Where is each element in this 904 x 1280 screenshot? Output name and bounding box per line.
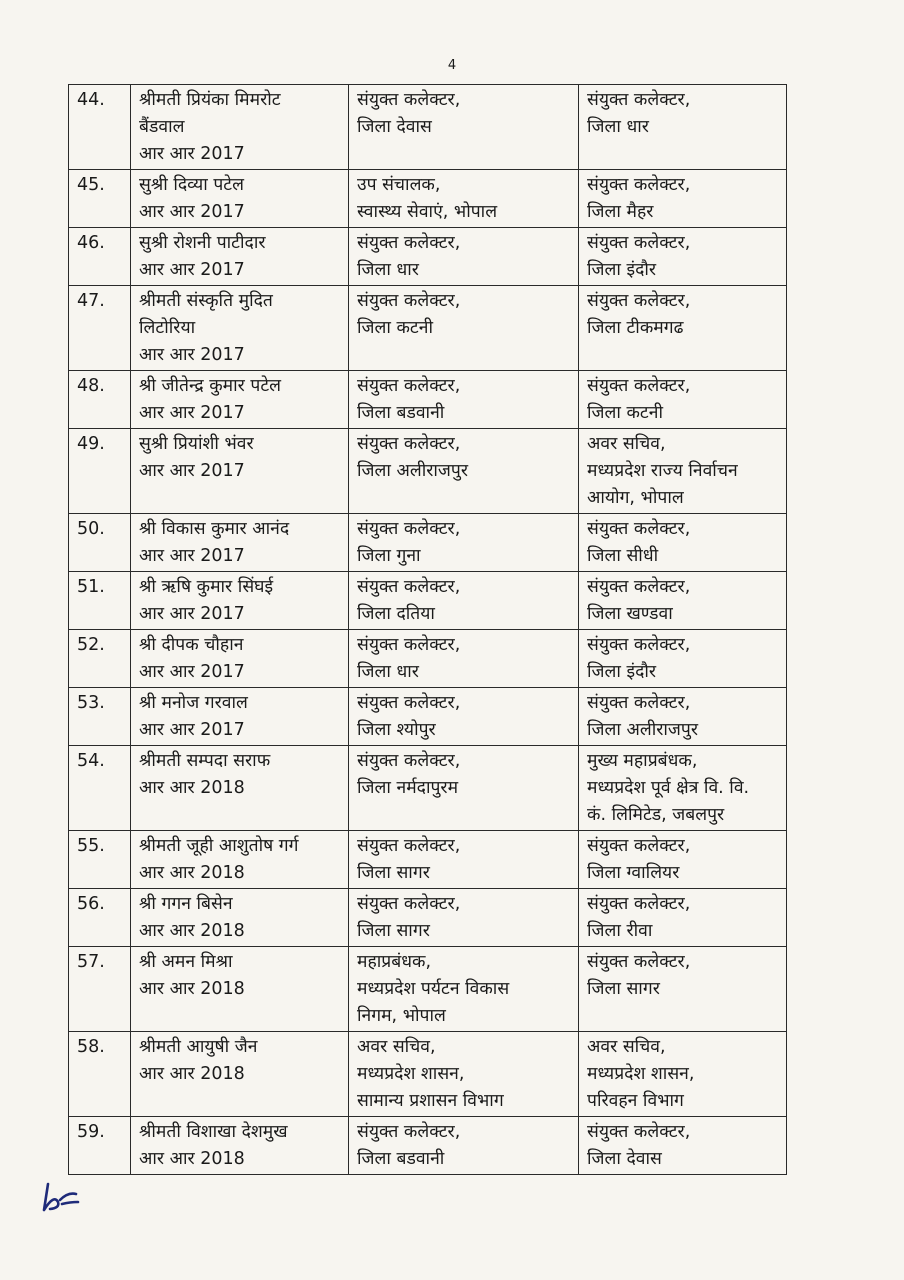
current-posting-cell	[349, 170, 579, 228]
cell-line: परिवहन विभाग	[587, 1091, 684, 1111]
table-row	[69, 228, 787, 286]
cell-line: जिला मैहर	[587, 202, 654, 222]
cell-line: जिला गुना	[357, 546, 421, 566]
cell-line: आर आर 2018	[139, 863, 245, 883]
officer-name-cell	[131, 1032, 349, 1117]
cell-line: संयुक्त कलेक्टर,	[587, 894, 691, 914]
cell-line: निगम, भोपाल	[357, 1006, 446, 1026]
new-posting-cell	[579, 947, 787, 1032]
serial-number-cell: 47.	[69, 286, 131, 371]
cell-line: संयुक्त कलेक्टर,	[587, 836, 691, 856]
serial-number-cell: 44.	[69, 85, 131, 170]
current-posting-cell	[349, 286, 579, 371]
new-posting-cell	[579, 572, 787, 630]
serial-number-cell: 45.	[69, 170, 131, 228]
new-posting-cell	[579, 831, 787, 889]
officer-name-cell	[131, 630, 349, 688]
officer-name-cell	[131, 947, 349, 1032]
serial-number-cell: 54.	[69, 746, 131, 831]
cell-line: श्री गगन बिसेन	[139, 894, 233, 914]
cell-line: मध्यप्रदेश शासन,	[357, 1064, 465, 1084]
cell-line: मध्यप्रदेश पूर्व क्षेत्र वि. वि.	[587, 778, 750, 798]
serial-number-cell: 55.	[69, 831, 131, 889]
cell-line: आर आर 2017	[139, 202, 245, 222]
cell-line: आर आर 2017	[139, 461, 245, 481]
officer-name-cell	[131, 286, 349, 371]
cell-line: संयुक्त कलेक्टर,	[357, 836, 461, 856]
serial-number-cell: 58.	[69, 1032, 131, 1117]
officer-name-cell	[131, 85, 349, 170]
cell-line: श्री जीतेन्द्र कुमार पटेल	[139, 376, 282, 396]
cell-line: जिला धार	[357, 260, 419, 280]
cell-line: जिला सागर	[357, 863, 430, 883]
cell-line: जिला सागर	[587, 979, 660, 999]
cell-line: संयुक्त कलेक्टर,	[357, 635, 461, 655]
new-posting-cell	[579, 514, 787, 572]
cell-line: लिटोरिया	[139, 318, 196, 338]
cell-line: स्वास्थ्य सेवाएं, भोपाल	[357, 202, 498, 222]
cell-line: मध्यप्रदेश शासन,	[587, 1064, 695, 1084]
cell-line: जिला खण्डवा	[587, 604, 673, 624]
cell-line: आर आर 2018	[139, 979, 245, 999]
current-posting-cell	[349, 1032, 579, 1117]
current-posting-cell	[349, 630, 579, 688]
cell-line: जिला रीवा	[587, 921, 653, 941]
cell-line: आर आर 2017	[139, 144, 245, 164]
current-posting-cell	[349, 1117, 579, 1175]
new-posting-cell	[579, 688, 787, 746]
table-row	[69, 831, 787, 889]
officer-name-cell	[131, 371, 349, 429]
current-posting-cell	[349, 831, 579, 889]
cell-line: संयुक्त कलेक्टर,	[587, 693, 691, 713]
cell-line: सुश्री प्रियांशी भंवर	[139, 434, 254, 454]
cell-line: संयुक्त कलेक्टर,	[357, 519, 461, 539]
officer-name-cell	[131, 746, 349, 831]
cell-line: जिला इंदौर	[587, 260, 657, 280]
officer-name-cell	[131, 572, 349, 630]
cell-line: संयुक्त कलेक्टर,	[357, 233, 461, 253]
cell-line: जिला बडवानी	[357, 403, 445, 423]
current-posting-cell	[349, 371, 579, 429]
table-row	[69, 688, 787, 746]
cell-line: जिला ग्वालियर	[587, 863, 680, 883]
cell-line: जिला नर्मदापुरम	[357, 778, 459, 798]
table-row	[69, 1117, 787, 1175]
cell-line: आर आर 2018	[139, 778, 245, 798]
new-posting-cell	[579, 630, 787, 688]
cell-line: संयुक्त कलेक्टर,	[357, 751, 461, 771]
cell-line: संयुक्त कलेक्टर,	[587, 519, 691, 539]
cell-line: संयुक्त कलेक्टर,	[357, 291, 461, 311]
cell-line: जिला अलीराजपुर	[357, 461, 469, 481]
new-posting-cell	[579, 286, 787, 371]
cell-line: आयोग, भोपाल	[587, 488, 684, 508]
cell-line: संयुक्त कलेक्टर,	[357, 693, 461, 713]
cell-line: सुश्री दिव्या पटेल	[139, 175, 244, 195]
cell-line: जिला इंदौर	[587, 662, 657, 682]
cell-line: आर आर 2018	[139, 921, 245, 941]
cell-line: श्री मनोज गरवाल	[139, 693, 248, 713]
cell-line: अवर सचिव,	[587, 434, 666, 454]
new-posting-cell	[579, 889, 787, 947]
cell-line: बैंडवाल	[139, 117, 185, 137]
cell-line: संयुक्त कलेक्टर,	[587, 1122, 691, 1142]
serial-number-cell: 53.	[69, 688, 131, 746]
cell-line: संयुक्त कलेक्टर,	[587, 175, 691, 195]
cell-line: संयुक्त कलेक्टर,	[357, 1122, 461, 1142]
cell-line: जिला अलीराजपुर	[587, 720, 699, 740]
current-posting-cell	[349, 429, 579, 514]
officer-name-cell	[131, 228, 349, 286]
cell-line: आर आर 2017	[139, 720, 245, 740]
cell-line: संयुक्त कलेक्टर,	[587, 635, 691, 655]
cell-line: संयुक्त कलेक्टर,	[587, 233, 691, 253]
initials-signature	[40, 1180, 84, 1214]
new-posting-cell	[579, 1032, 787, 1117]
table-row	[69, 889, 787, 947]
new-posting-cell	[579, 429, 787, 514]
officer-name-cell	[131, 889, 349, 947]
serial-number-cell: 59.	[69, 1117, 131, 1175]
cell-line: संयुक्त कलेक्टर,	[587, 376, 691, 396]
officer-name-cell	[131, 688, 349, 746]
page-number: 4	[447, 58, 457, 73]
cell-line: जिला देवास	[587, 1149, 662, 1169]
cell-line: महाप्रबंधक,	[357, 952, 432, 972]
cell-line: श्री विकास कुमार आनंद	[139, 519, 290, 539]
cell-line: श्रीमती सम्पदा सराफ	[139, 751, 271, 771]
cell-line: जिला बडवानी	[357, 1149, 445, 1169]
table-row	[69, 746, 787, 831]
cell-line: जिला धार	[357, 662, 419, 682]
cell-line: मुख्य महाप्रबंधक,	[587, 751, 698, 771]
serial-number-cell: 57.	[69, 947, 131, 1032]
cell-line: मध्यप्रदेश राज्य निर्वाचन	[587, 461, 738, 481]
cell-line: श्री दीपक चौहान	[139, 635, 244, 655]
current-posting-cell	[349, 947, 579, 1032]
cell-line: अवर सचिव,	[357, 1037, 436, 1057]
cell-line: जिला सागर	[357, 921, 430, 941]
cell-line: जिला देवास	[357, 117, 432, 137]
cell-line: जिला टीकमगढ	[587, 318, 684, 338]
officer-name-cell	[131, 1117, 349, 1175]
cell-line: उप संचालक,	[357, 175, 441, 195]
current-posting-cell	[349, 514, 579, 572]
cell-line: सामान्य प्रशासन विभाग	[357, 1091, 504, 1111]
officer-name-cell	[131, 514, 349, 572]
cell-line: आर आर 2018	[139, 1149, 245, 1169]
current-posting-cell	[349, 889, 579, 947]
cell-line: जिला दतिया	[357, 604, 435, 624]
cell-line: श्रीमती आयुषी जैन	[139, 1037, 258, 1057]
new-posting-cell	[579, 746, 787, 831]
cell-line: सुश्री रोशनी पाटीदार	[139, 233, 266, 253]
transfer-table	[68, 84, 787, 1175]
cell-line: आर आर 2017	[139, 260, 245, 280]
cell-line: आर आर 2017	[139, 345, 245, 365]
cell-line: श्रीमती प्रियंका मिमरोट	[139, 90, 281, 110]
cell-line: अवर सचिव,	[587, 1037, 666, 1057]
cell-line: आर आर 2017	[139, 546, 245, 566]
cell-line: श्रीमती संस्कृति मुदित	[139, 291, 273, 311]
cell-line: श्री ऋषि कुमार सिंघई	[139, 577, 274, 597]
cell-line: मध्यप्रदेश पर्यटन विकास	[357, 979, 510, 999]
table-row	[69, 286, 787, 371]
cell-line: श्री अमन मिश्रा	[139, 952, 233, 972]
table-row	[69, 572, 787, 630]
table-row	[69, 514, 787, 572]
officer-name-cell	[131, 429, 349, 514]
officer-name-cell	[131, 170, 349, 228]
table-row	[69, 947, 787, 1032]
cell-line: संयुक्त कलेक्टर,	[357, 577, 461, 597]
new-posting-cell	[579, 1117, 787, 1175]
table-row	[69, 170, 787, 228]
serial-number-cell: 50.	[69, 514, 131, 572]
cell-line: संयुक्त कलेक्टर,	[357, 434, 461, 454]
cell-line: कं. लिमिटेड, जबलपुर	[587, 805, 725, 825]
serial-number-cell: 46.	[69, 228, 131, 286]
cell-line: संयुक्त कलेक्टर,	[587, 577, 691, 597]
cell-line: संयुक्त कलेक्टर,	[587, 291, 691, 311]
cell-line: संयुक्त कलेक्टर,	[587, 90, 691, 110]
new-posting-cell	[579, 170, 787, 228]
cell-line: जिला कटनी	[587, 403, 663, 423]
serial-number-cell: 48.	[69, 371, 131, 429]
cell-line: जिला धार	[587, 117, 649, 137]
new-posting-cell	[579, 371, 787, 429]
cell-line: आर आर 2017	[139, 604, 245, 624]
serial-number-cell: 49.	[69, 429, 131, 514]
cell-line: संयुक्त कलेक्टर,	[587, 952, 691, 972]
table-row	[69, 85, 787, 170]
cell-line: आर आर 2017	[139, 662, 245, 682]
current-posting-cell	[349, 746, 579, 831]
cell-line: श्रीमती जूही आशुतोष गर्ग	[139, 836, 299, 856]
cell-line: संयुक्त कलेक्टर,	[357, 894, 461, 914]
table-row	[69, 371, 787, 429]
cell-line: जिला सीधी	[587, 546, 659, 566]
serial-number-cell: 56.	[69, 889, 131, 947]
new-posting-cell	[579, 85, 787, 170]
cell-line: संयुक्त कलेक्टर,	[357, 376, 461, 396]
table-row	[69, 429, 787, 514]
cell-line: आर आर 2018	[139, 1064, 245, 1084]
table-body	[69, 85, 787, 1175]
cell-line: जिला कटनी	[357, 318, 433, 338]
cell-line: आर आर 2017	[139, 403, 245, 423]
cell-line: जिला श्योपुर	[357, 720, 436, 740]
current-posting-cell	[349, 572, 579, 630]
serial-number-cell: 51.	[69, 572, 131, 630]
serial-number-cell: 52.	[69, 630, 131, 688]
officer-name-cell	[131, 831, 349, 889]
current-posting-cell	[349, 228, 579, 286]
table-row	[69, 1032, 787, 1117]
current-posting-cell	[349, 688, 579, 746]
table-row	[69, 630, 787, 688]
new-posting-cell	[579, 228, 787, 286]
current-posting-cell	[349, 85, 579, 170]
cell-line: श्रीमती विशाखा देशमुख	[139, 1122, 288, 1142]
cell-line: संयुक्त कलेक्टर,	[357, 90, 461, 110]
